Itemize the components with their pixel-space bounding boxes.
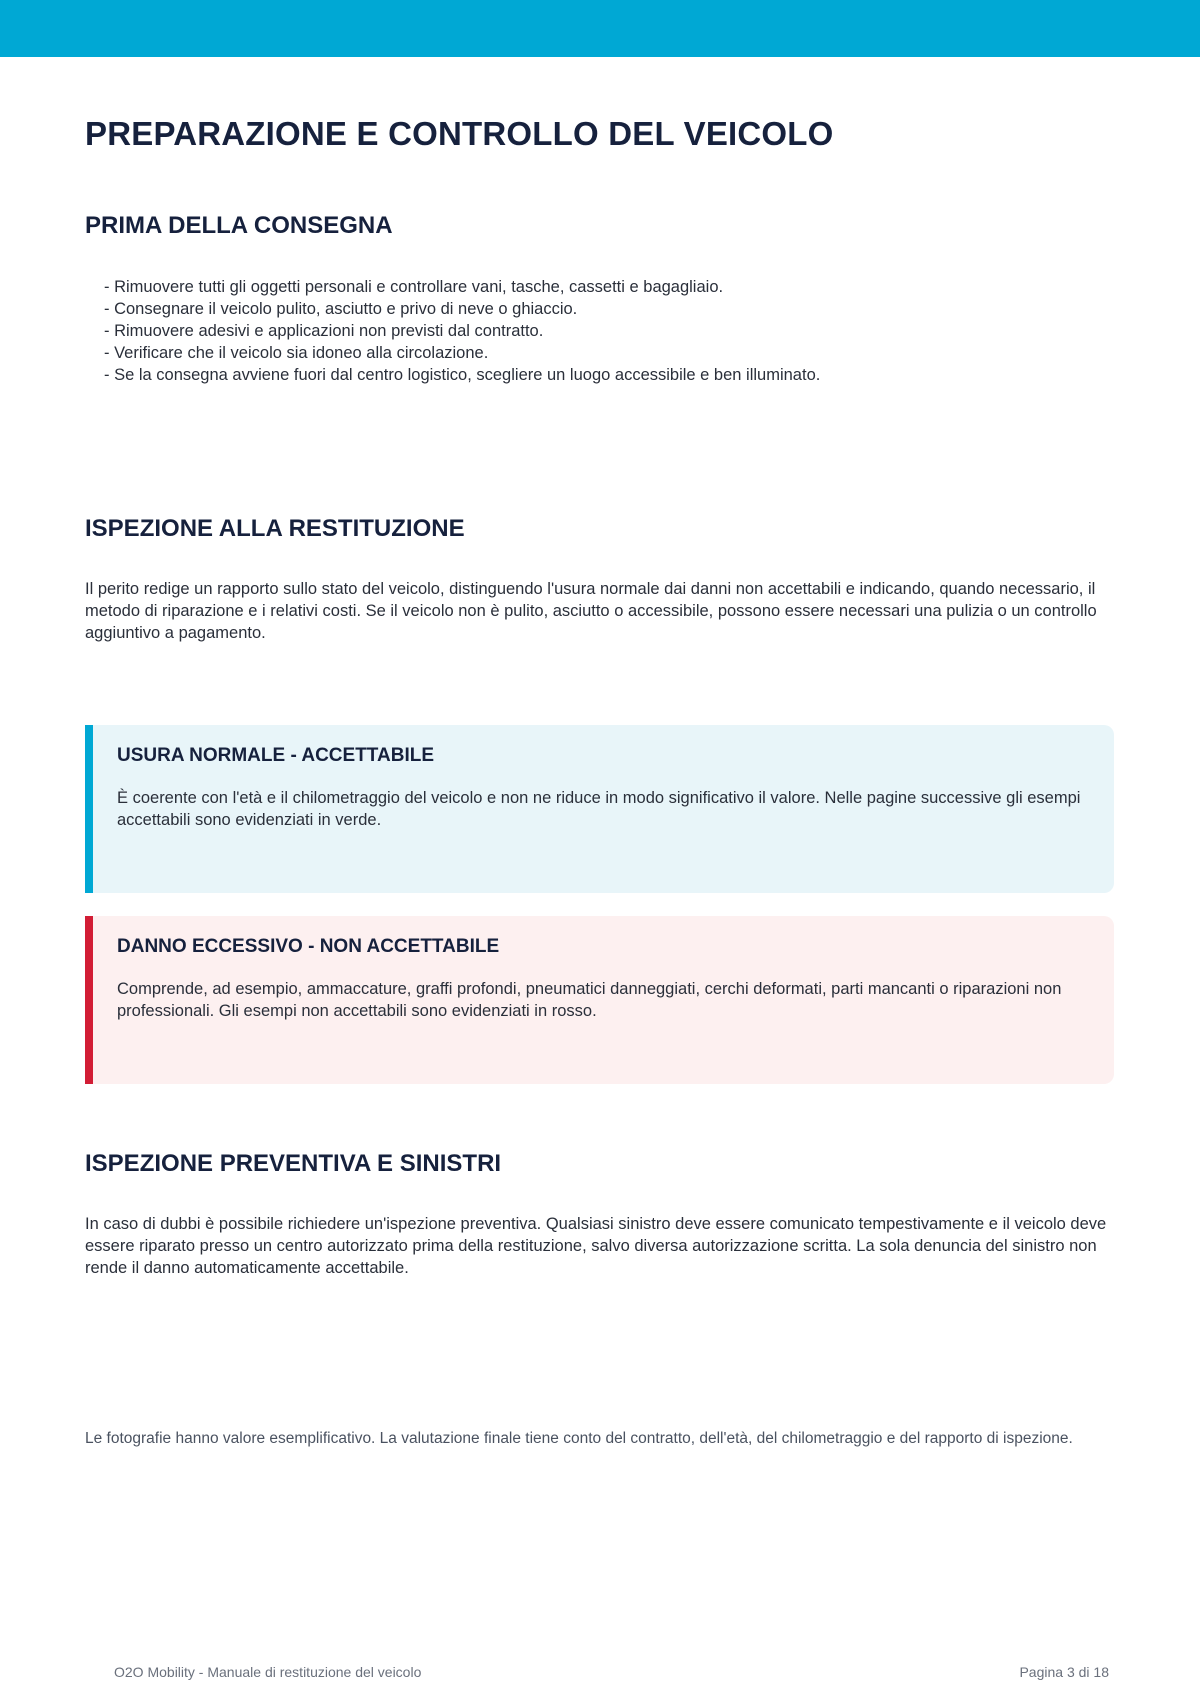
- callout-acceptable-wear: [85, 725, 1114, 893]
- page-title: PREPARAZIONE E CONTROLLO DEL VEICOLO: [85, 115, 834, 152]
- callout-acceptable-title: USURA NORMALE - ACCETTABILE: [117, 745, 434, 766]
- photo-disclaimer-note: Le fotografie hanno valore esemplificativo. La valutazione finale tiene conto del contratto, dell'età, del chilometraggio e del rapporto di ispezione.: [85, 1430, 1073, 1447]
- return-inspection-text: Il perito redige un rapporto sullo stato del veicolo, distinguendo l'usura normale dai danni non accettabili e indicando, quando necessario, il metodo di riparazione e i relativi costi. Se il veicolo non è pulito, asciutto o accessibile, possono essere necessari una pulizia o un controllo aggiuntivo a pagamento.: [85, 580, 1097, 642]
- footer-document-name: O2O Mobility - Manuale di restituzione del veicolo: [114, 1664, 422, 1680]
- list-item: - Verificare che il veicolo sia idoneo alla circolazione.: [104, 344, 489, 362]
- list-item: - Se la consegna avviene fuori dal centro logistico, scegliere un luogo accessibile e ben illuminato.: [104, 366, 821, 384]
- preventive-inspection-text: In caso di dubbi è possibile richiedere un'ispezione preventiva. Qualsiasi sinistro deve essere comunicato tempestivamente e il veicolo deve essere riparato presso un centro autorizzato prima della restituzione, salvo diversa autorizzazione scritta. La sola denuncia del sinistro non rende il danno automaticamente accettabile.: [85, 1215, 1107, 1277]
- section-title-return-inspection: ISPEZIONE ALLA RESTITUZIONE: [85, 515, 465, 542]
- header-color-bar: [0, 0, 1200, 57]
- callout-unacceptable-title: DANNO ECCESSIVO - NON ACCETTABILE: [117, 936, 500, 957]
- footer-page-number: Pagina 3 di 18: [1019, 1664, 1109, 1680]
- section-title-preventive-inspection: ISPEZIONE PREVENTIVA E SINISTRI: [85, 1150, 502, 1177]
- list-item: - Rimuovere adesivi e applicazioni non previsti dal contratto.: [104, 322, 544, 340]
- section-title-before-delivery: PRIMA DELLA CONSEGNA: [85, 212, 393, 239]
- callout-unacceptable-text: Comprende, ad esempio, ammaccature, graffi profondi, pneumatici danneggiati, cerchi deformati, parti mancanti o riparazioni non professionali. Gli esempi non accettabili sono evidenziati in rosso.: [117, 980, 1062, 1020]
- before-delivery-list: [104, 276, 820, 386]
- callout-excessive-damage: [85, 916, 1114, 1084]
- callout-acceptable-text: È coerente con l'età e il chilometraggio del veicolo e non ne riduce in modo significativo il valore. Nelle pagine successive gli esempi accettabili sono evidenziati in verde.: [117, 789, 1081, 829]
- list-item: - Consegnare il veicolo pulito, asciutto e privo di neve o ghiaccio.: [104, 300, 578, 318]
- list-item: - Rimuovere tutti gli oggetti personali e controllare vani, tasche, cassetti e bagagliaio.: [104, 278, 724, 296]
